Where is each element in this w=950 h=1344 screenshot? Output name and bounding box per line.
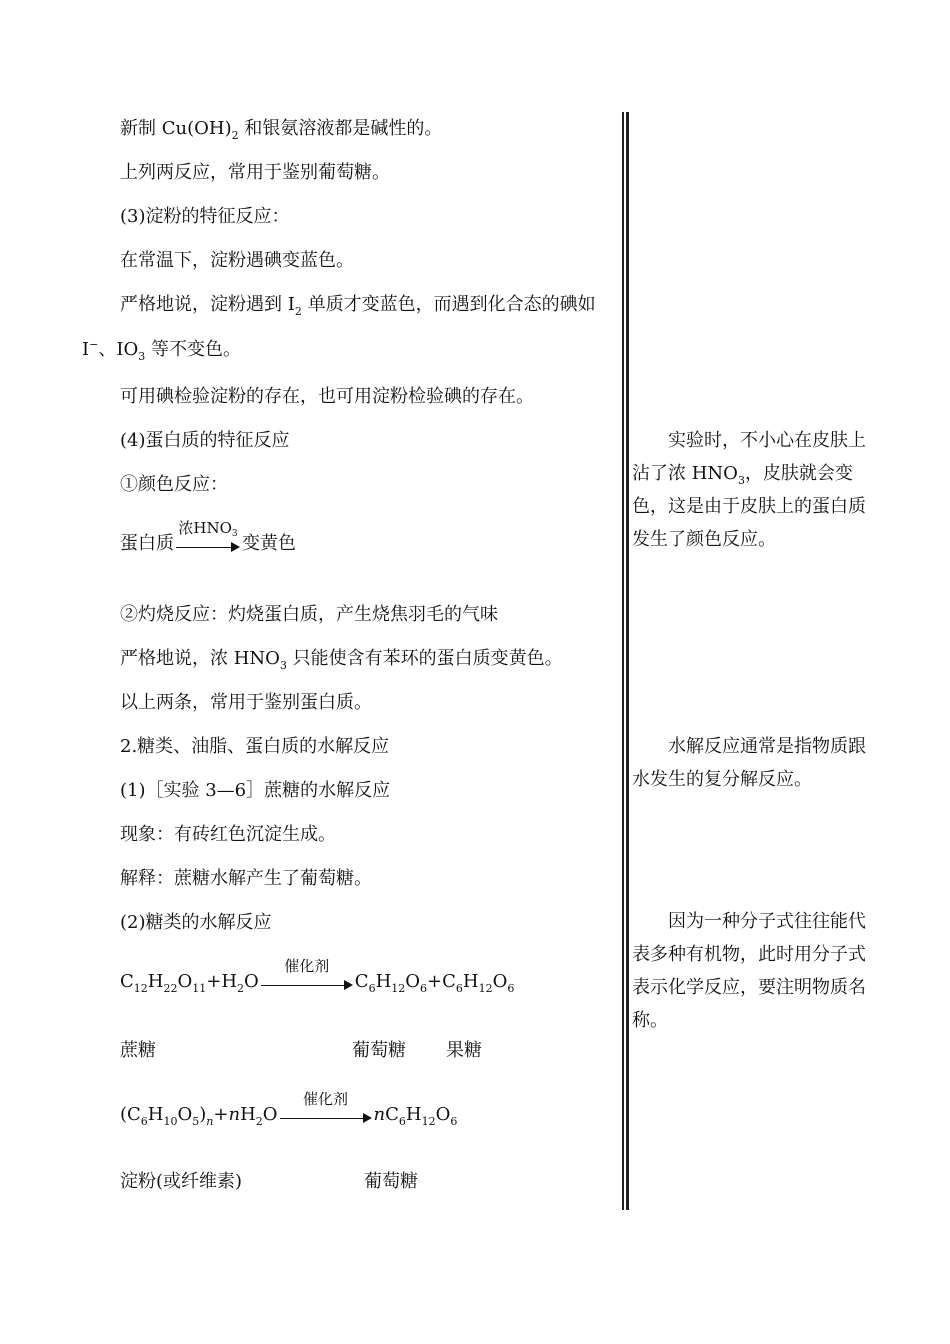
- equation-starch-hydrolysis: $(C_6H_{10}O_5)_n+nH_2O$ 催化剂 $nC_6H_{12}O_6$: [120, 1090, 458, 1128]
- column-divider-thick: [626, 112, 629, 1210]
- label-fructose: 果糖: [446, 1040, 482, 1061]
- label-glucose: 葡萄糖: [352, 1040, 406, 1061]
- note-molecular-formula: 因为一种分子式往往能代表多种有机物，此时用分子式表示化学反应，要注明物质名称。: [632, 911, 866, 1031]
- reaction-arrow: 浓$HNO_3$: [176, 532, 240, 556]
- line-protein-identify: 以上两条，常用于鉴别蛋白质。: [120, 692, 372, 713]
- note-skin-hno3: 实验时，不小心在皮肤上沾了浓 $HNO_3$，皮肤就会变色，这是由于皮肤上的蛋白质发生了颜色反应。: [632, 430, 866, 550]
- label-starch: 淀粉(或纤维素): [120, 1171, 243, 1192]
- item-color-reaction: ①颜色反应：: [120, 474, 228, 495]
- line-glucose-identify: 上列两反应，常用于鉴别葡萄糖。: [120, 162, 390, 183]
- reaction-arrow: 催化剂: [280, 1103, 372, 1127]
- line-explanation: 解释：蔗糖水解产生了葡萄糖。: [120, 868, 372, 889]
- section-sugar-hydrolysis: (2)糖类的水解反应: [120, 912, 272, 933]
- equation-sucrose-hydrolysis: $C_{12}H_{22}O_{11}+H_2O$ 催化剂 $C_6H_{12}O_6+C_6H_{12}O_6$: [120, 957, 515, 995]
- label-glucose-2: 葡萄糖: [364, 1171, 418, 1192]
- line-strictly-starch: 严格地说，淀粉遇到 $I_2$ 单质才变蓝色，而遇到化合态的碘如: [120, 294, 596, 318]
- item-experiment-sucrose: (1)［实验 3—6］蔗糖的水解反应: [120, 780, 391, 801]
- equation-protein-hno3: 蛋白质 浓$HNO_3$ 变黄色: [120, 519, 296, 554]
- line-phenomenon: 现象：有砖红色沉淀生成。: [120, 824, 336, 845]
- line-starch-iodine: 在常温下，淀粉遇碘变蓝色。: [120, 250, 354, 271]
- section-protein-reaction: (4)蛋白质的特征反应: [120, 430, 290, 451]
- label-sucrose: 蔗糖: [120, 1040, 156, 1061]
- item-burn-reaction: ②灼烧反应：灼烧蛋白质，产生烧焦羽毛的气味: [120, 604, 498, 625]
- line-iodide-iodate: I−、$IO_3$ 等不变色。: [82, 338, 241, 363]
- line-iodine-test: 可用碘检验淀粉的存在，也可用淀粉检验碘的存在。: [120, 386, 534, 407]
- section-starch-reaction: (3)淀粉的特征反应：: [120, 206, 290, 227]
- reaction-arrow: 催化剂: [261, 970, 353, 994]
- line-strictly-hno3: 严格地说，浓 $HNO_3$ 只能使含有苯环的蛋白质变黄色。: [120, 648, 563, 672]
- section-hydrolysis: 2.糖类、油脂、蛋白质的水解反应: [120, 736, 390, 757]
- line-cuoh2: 新制 $Cu(OH)_2$ 和银氨溶液都是碱性的。: [120, 118, 443, 142]
- column-divider-thin: [622, 112, 624, 1210]
- note-hydrolysis-definition: 水解反应通常是指物质跟水发生的复分解反应。: [632, 736, 866, 790]
